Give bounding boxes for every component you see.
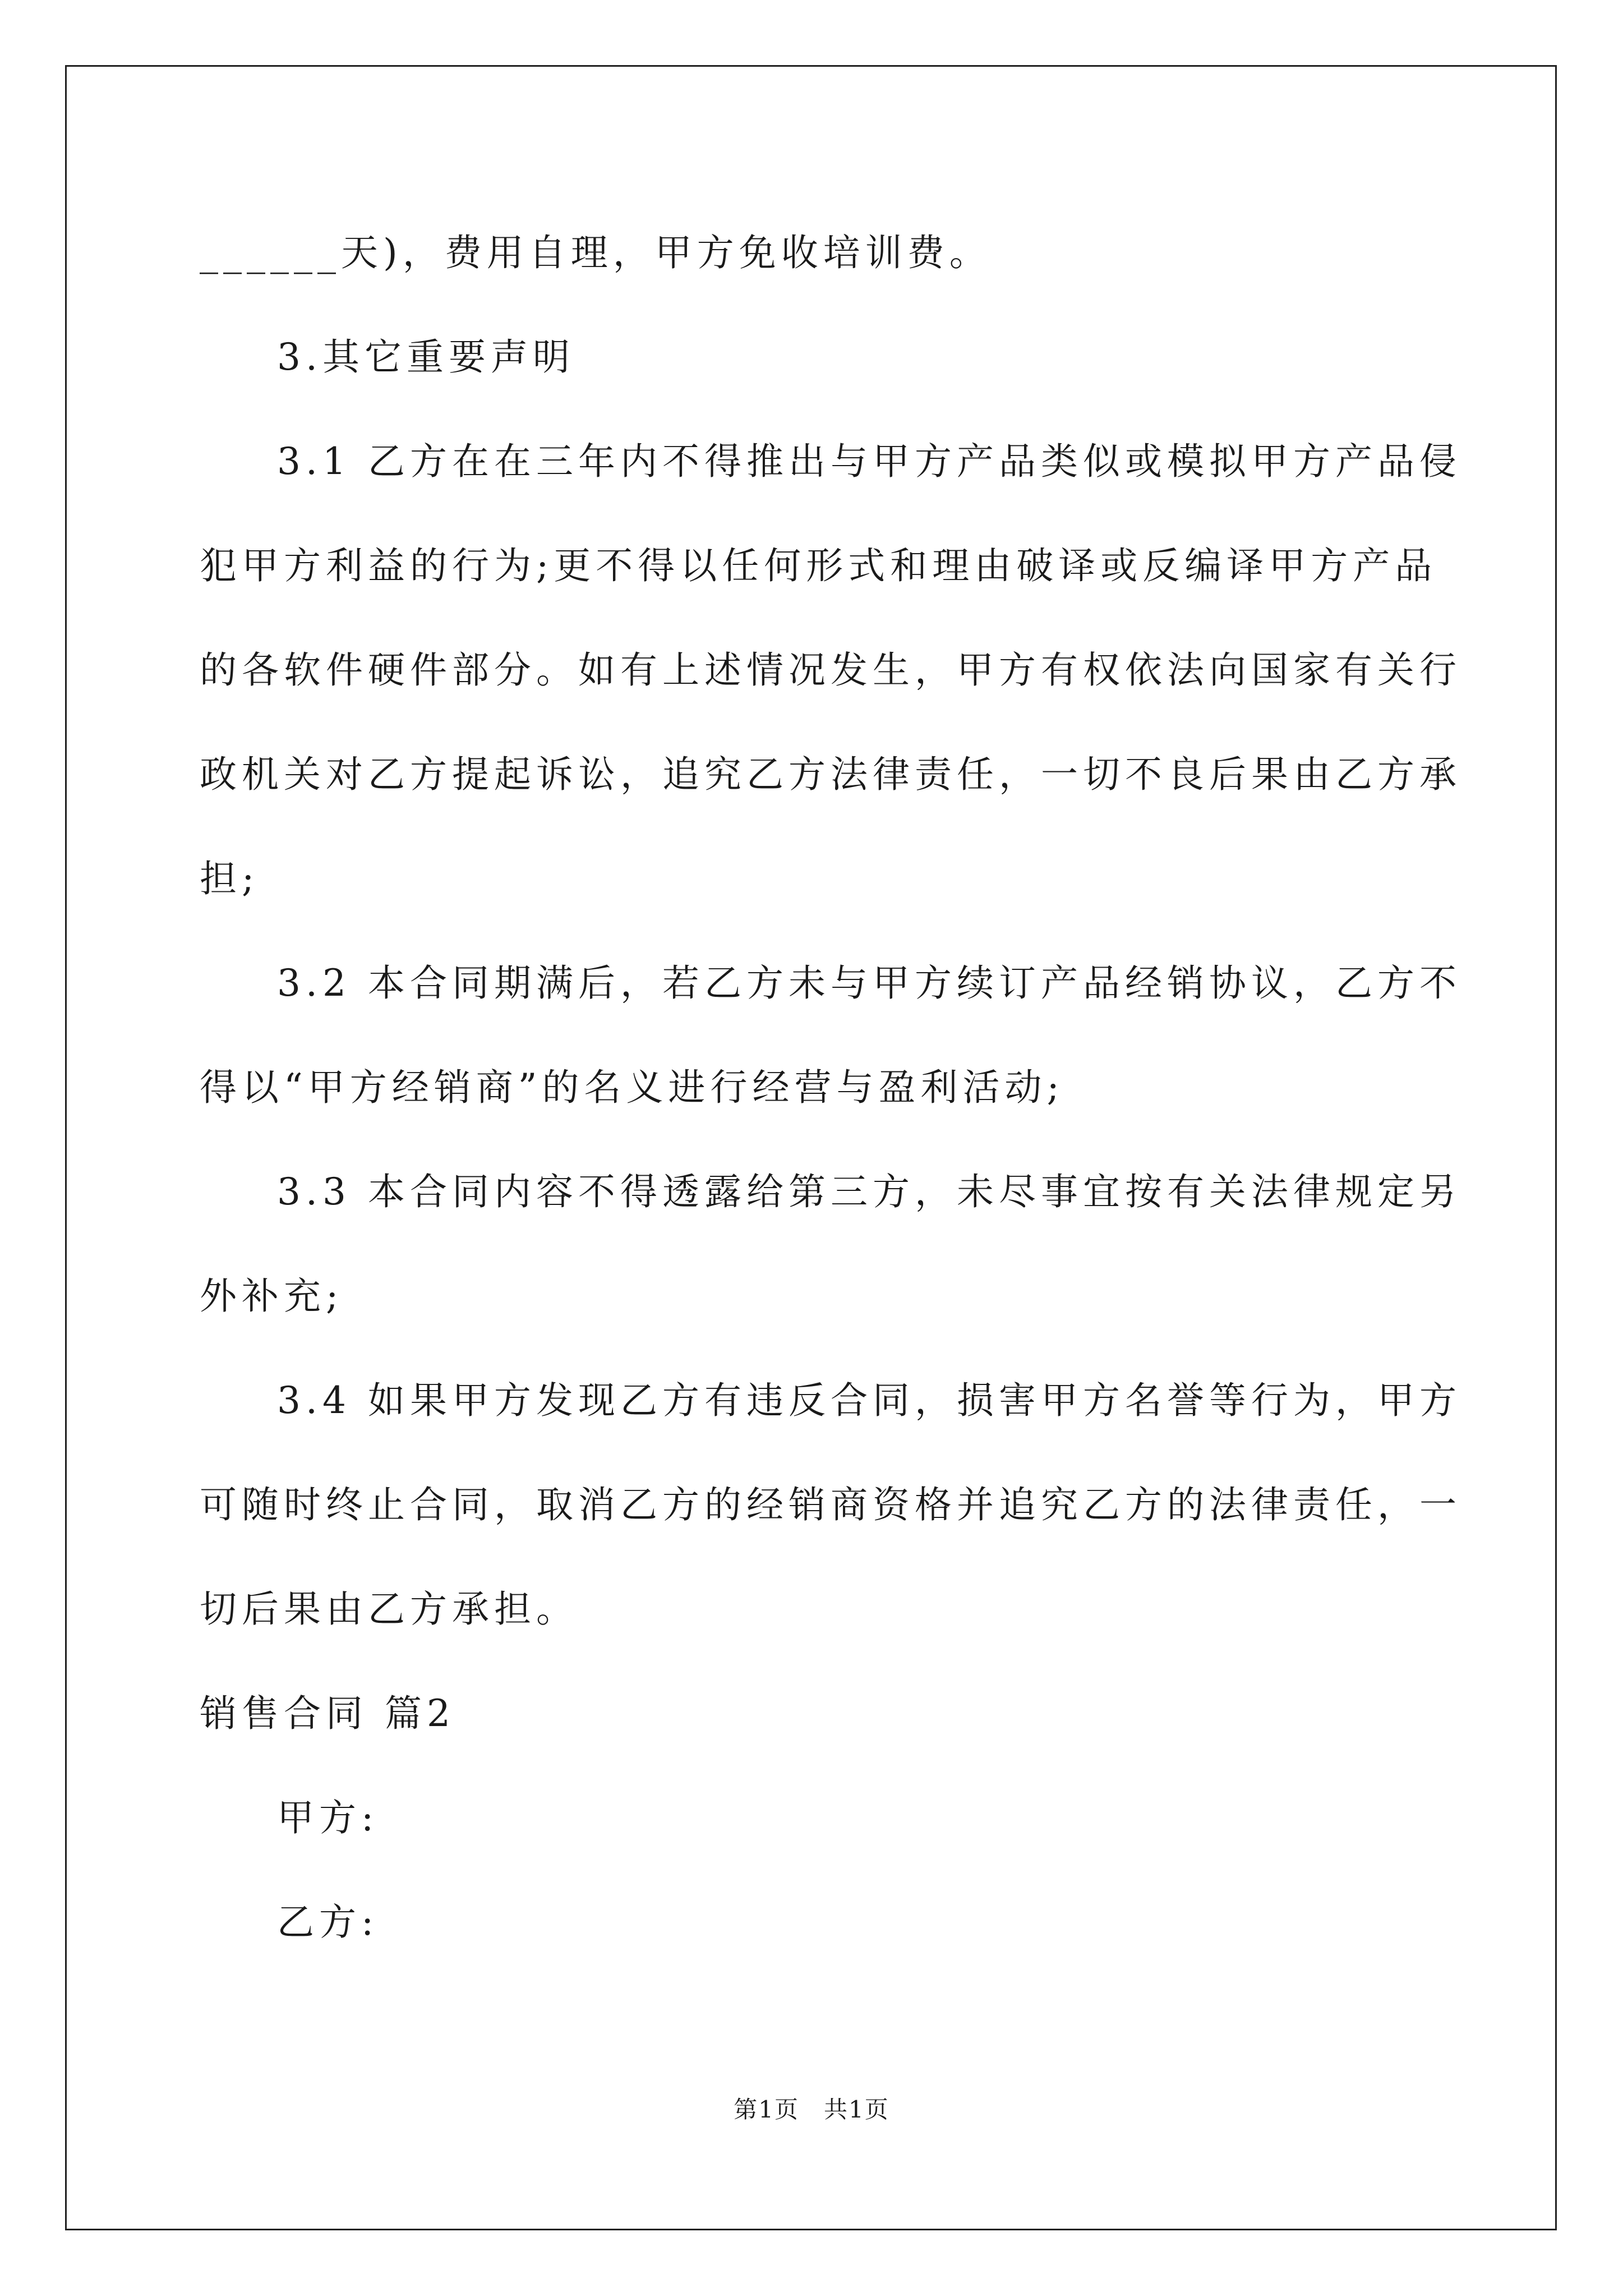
paragraph-line: 切后果由乙方承担。 bbox=[200, 1588, 578, 1631]
party-b-label: 乙方: bbox=[277, 1901, 379, 1944]
paragraph-line: 的各软件硬件部分。如有上述情况发生，甲方有权依法向国家有关行 bbox=[200, 648, 1461, 692]
page-number: 第1页 共1页 bbox=[734, 2096, 889, 2123]
paragraph-line: 得以“甲方经销商”的名义进行经营与盈利活动; bbox=[200, 1066, 1064, 1109]
paragraph-line: 3.2 本合同期满后，若乙方未与甲方续订产品经销协议，乙方不 bbox=[277, 961, 1461, 1005]
paragraph-line: 犯甲方利益的行为;更不得以任何形式和理由破译或反编译甲方产品 bbox=[200, 544, 1437, 587]
paragraph-line: 3.1 乙方在在三年内不得推出与甲方产品类似或模拟甲方产品侵 bbox=[277, 440, 1461, 483]
paragraph-line: 担; bbox=[200, 857, 260, 900]
paragraph-line: 可随时终止合同，取消乙方的经销商资格并追究乙方的法律责任，一 bbox=[200, 1483, 1461, 1526]
paragraph-line: 外补充; bbox=[200, 1274, 344, 1318]
party-a-label: 甲方: bbox=[277, 1796, 379, 1839]
paragraph-line: 3.3 本合同内容不得透露给第三方，未尽事宜按有关法律规定另 bbox=[277, 1170, 1461, 1213]
paragraph-line: ______天)，费用自理，甲方免收培训费。 bbox=[200, 231, 992, 274]
section-heading: 3.其它重要声明 bbox=[277, 335, 575, 379]
paragraph-line: 3.4 如果甲方发现乙方有违反合同，损害甲方名誉等行为，甲方 bbox=[277, 1379, 1461, 1422]
paragraph-line: 政机关对乙方提起诉讼，追究乙方法律责任，一切不良后果由乙方承 bbox=[200, 753, 1461, 796]
section-title: 销售合同 篇2 bbox=[200, 1692, 455, 1735]
